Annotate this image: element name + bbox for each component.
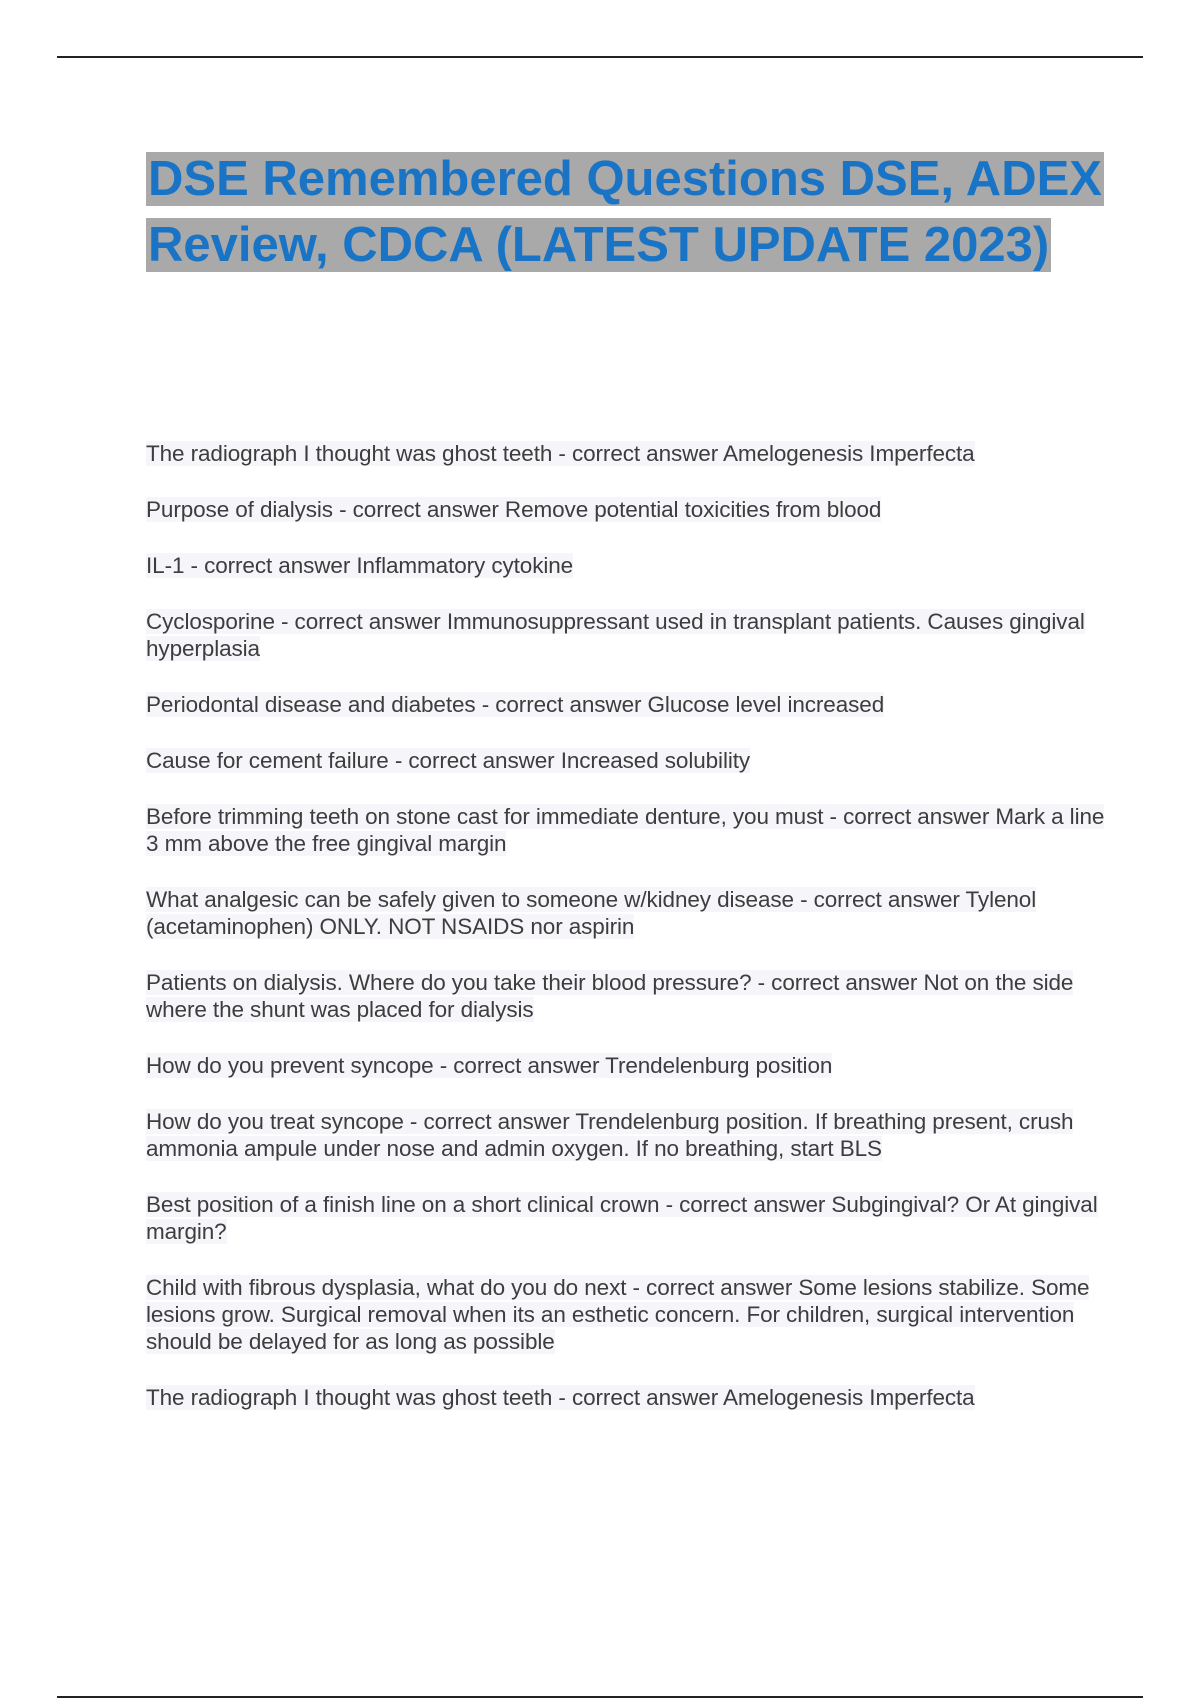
qa-item (146, 552, 1106, 579)
qa-text: Cause for cement failure - correct answer Increased solubility (146, 748, 751, 773)
bottom-rule (57, 1696, 1143, 1698)
document-title (146, 146, 1106, 278)
qa-text: How do you prevent syncope - correct answer Trendelenburg position (146, 1053, 833, 1078)
qa-text: IL-1 - correct answer Inflammatory cytokine (146, 553, 574, 578)
qa-text: What analgesic can be safely given to someone w/kidney disease - correct answer Tylenol (acetaminophen) ONLY. NOT NSAIDS nor aspirin (146, 887, 1037, 939)
qa-item (146, 608, 1106, 662)
qa-item (146, 1274, 1106, 1355)
qa-item (146, 1191, 1106, 1245)
qa-text: Best position of a finish line on a short clinical crown - correct answer Subgingival? Or At gingival margin? (146, 1192, 1098, 1244)
qa-item (146, 1108, 1106, 1162)
qa-item (146, 440, 1106, 467)
qa-text: Patients on dialysis. Where do you take their blood pressure? - correct answer Not on the side where the shunt was placed for dialysis (146, 970, 1074, 1022)
qa-text: Cyclosporine - correct answer Immunosuppressant used in transplant patients. Causes gingival hyperplasia (146, 609, 1085, 661)
qa-text: Purpose of dialysis - correct answer Remove potential toxicities from blood (146, 497, 882, 522)
qa-text: Periodontal disease and diabetes - correct answer Glucose level increased (146, 692, 885, 717)
qa-list (146, 440, 1106, 1440)
qa-item (146, 496, 1106, 523)
qa-item (146, 969, 1106, 1023)
title-highlight: DSE Remembered Questions DSE, ADEX Review, CDCA (LATEST UPDATE 2023) (148, 152, 1102, 272)
qa-text: The radiograph I thought was ghost teeth - correct answer Amelogenesis Imperfecta (146, 1385, 975, 1410)
qa-item (146, 1052, 1106, 1079)
qa-item (146, 803, 1106, 857)
document-body (146, 146, 1106, 1410)
qa-item (146, 1384, 1106, 1411)
qa-item (146, 691, 1106, 718)
qa-text: Child with fibrous dysplasia, what do you do next - correct answer Some lesions stabilize. Some lesions grow. Surgical removal when its an esthetic concern. For children, surgical intervention should be delayed for as long as possible (146, 1275, 1090, 1354)
top-rule (57, 56, 1143, 58)
qa-item (146, 747, 1106, 774)
qa-item (146, 886, 1106, 940)
qa-text: How do you treat syncope - correct answer Trendelenburg position. If breathing present, crush ammonia ampule under nose and admin oxygen. If no breathing, start BLS (146, 1109, 1074, 1161)
qa-text: Before trimming teeth on stone cast for immediate denture, you must - correct answer Mark a line 3 mm above the free gingival margin (146, 804, 1105, 856)
qa-text: The radiograph I thought was ghost teeth - correct answer Amelogenesis Imperfecta (146, 441, 975, 466)
